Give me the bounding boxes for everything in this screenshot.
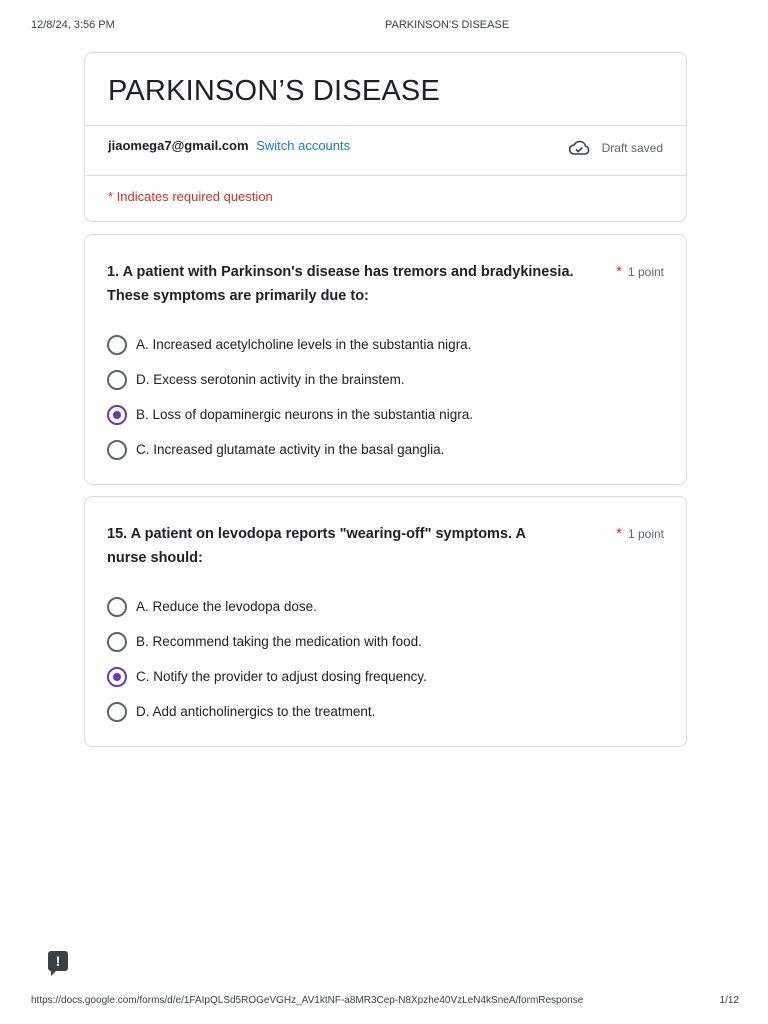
option-item[interactable]	[107, 432, 473, 467]
print-url: https://docs.google.com/forms/d/e/1FAIpQLSd5ROGeVGHz_AV1ktNF-a8MR3Cep-N8Xpzhe40VzLeN4kSneA/formResponse	[31, 995, 584, 1006]
report-feedback-icon[interactable]: !	[48, 951, 68, 971]
divider	[85, 175, 686, 176]
option-label: B. Loss of dopaminergic neurons in the substantia nigra.	[136, 407, 473, 422]
points-label: 1 point	[627, 527, 664, 541]
option-label: C. Increased glutamate activity in the basal ganglia.	[136, 442, 445, 457]
option-label: A. Reduce the levodopa dose.	[136, 599, 317, 614]
radio-button[interactable]	[107, 370, 127, 390]
form-title: PARKINSON’S DISEASE	[108, 75, 441, 107]
required-asterisk: *	[616, 263, 622, 280]
question-card	[84, 496, 687, 747]
option-label: B. Recommend taking the medication with food.	[136, 634, 422, 649]
page-number: 1/12	[719, 995, 739, 1006]
account-row	[108, 138, 350, 153]
options-list	[107, 327, 473, 467]
option-label: D. Excess serotonin activity in the brainstem.	[136, 372, 405, 387]
question-card	[84, 234, 687, 485]
question-text: 15. A patient on levodopa reports "wearing-off" symptoms. A nurse should:	[107, 526, 526, 566]
radio-button[interactable]	[107, 667, 127, 687]
radio-button[interactable]	[107, 597, 127, 617]
option-label: A. Increased acetylcholine levels in the substantia nigra.	[136, 337, 472, 352]
radio-button[interactable]	[107, 335, 127, 355]
option-item[interactable]	[107, 327, 473, 362]
option-item[interactable]	[107, 362, 473, 397]
account-email: jiaomega7@gmail.com	[108, 138, 249, 153]
radio-button[interactable]	[107, 632, 127, 652]
option-item[interactable]	[107, 589, 427, 624]
required-asterisk: *	[616, 525, 622, 542]
print-title: PARKINSON'S DISEASE	[385, 19, 510, 31]
print-footer	[0, 995, 768, 1009]
radio-button[interactable]	[107, 440, 127, 460]
radio-button[interactable]	[107, 405, 127, 425]
form-header-card	[84, 52, 687, 222]
option-label: D. Add anticholinergics to the treatment.	[136, 704, 376, 719]
option-item[interactable]	[107, 397, 473, 432]
option-item[interactable]	[107, 659, 427, 694]
print-datetime: 12/8/24, 3:56 PM	[31, 19, 115, 31]
options-list	[107, 589, 427, 729]
radio-button[interactable]	[107, 702, 127, 722]
question-text: 1. A patient with Parkinson's disease has tremors and bradykinesia. These symptoms are primarily due to:	[107, 264, 574, 304]
required-note: * Indicates required question	[108, 189, 273, 204]
question-points	[616, 525, 664, 542]
draft-status-text: Draft saved	[601, 141, 663, 155]
print-header	[0, 19, 768, 33]
question-points	[616, 263, 664, 280]
option-item[interactable]	[107, 624, 427, 659]
option-item[interactable]	[107, 694, 427, 729]
divider	[85, 125, 686, 126]
cloud-done-icon	[568, 140, 590, 156]
points-label: 1 point	[627, 265, 664, 279]
option-label: C. Notify the provider to adjust dosing frequency.	[136, 669, 427, 684]
draft-status	[568, 140, 663, 156]
switch-accounts-link[interactable]: Switch accounts	[256, 138, 351, 153]
